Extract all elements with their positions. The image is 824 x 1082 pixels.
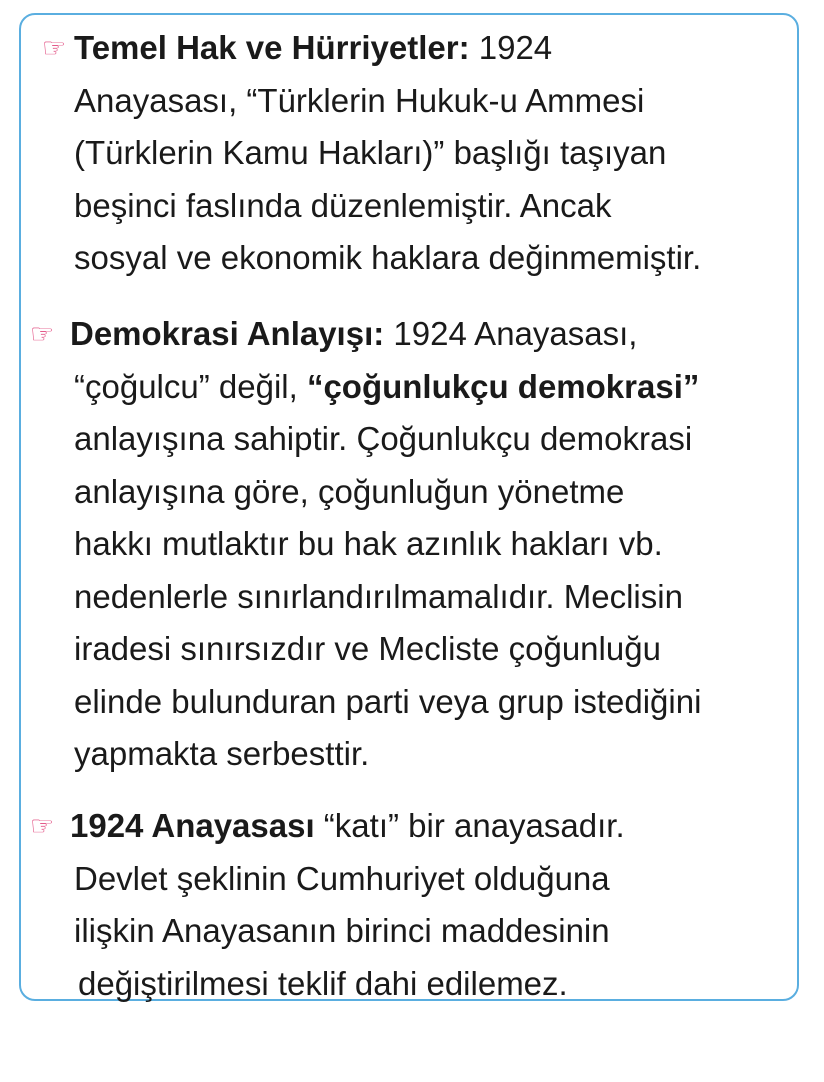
section-heading: Demokrasi Anlayışı: xyxy=(70,315,385,352)
line: anlayışına sahiptir. Çoğunlukçu demokrasi xyxy=(74,420,693,457)
line xyxy=(30,308,805,361)
pointing-hand-icon: ☞ xyxy=(30,811,55,841)
line: değiştirilmesi teklif dahi edilemez. xyxy=(78,964,568,1002)
line-text: “çoğulcu” değil, xyxy=(74,367,307,405)
line xyxy=(30,800,805,853)
line-text: 1924 Anayasası, xyxy=(384,315,638,352)
line: (Türklerin Kamu Hakları)” başlığı taşıyan xyxy=(74,134,667,171)
pointing-hand-icon: ☞ xyxy=(30,319,55,349)
emphasis-text: “çoğunlukçu demokrasi” xyxy=(306,367,700,405)
line: yapmakta serbesttir. xyxy=(74,735,370,772)
section-heading: Temel Hak ve Hürriyetler: xyxy=(74,29,470,66)
section-kati-anayasa xyxy=(30,800,805,1010)
line: anlayışına göre, çoğunluğun yönetme xyxy=(74,472,625,510)
line: elinde bulunduran parti veya grup istediğini xyxy=(74,682,702,720)
section-temel-hak xyxy=(30,22,805,285)
line xyxy=(30,22,805,75)
line: iradesi sınırsızdır ve Mecliste çoğunluğu xyxy=(74,630,661,667)
section-heading: 1924 Anayasası xyxy=(70,807,315,844)
line: nedenlerle sınırlandırılmamalıdır. Meclisin xyxy=(74,577,683,615)
section-demokrasi xyxy=(30,308,805,781)
line: Devlet şeklinin Cumhuriyet olduğuna xyxy=(74,859,610,897)
line: ilişkin Anayasanın birinci maddesinin xyxy=(74,912,610,949)
line: hakkı mutlaktır bu hak azınlık hakları vb. xyxy=(74,525,663,562)
line: Anayasası, “Türklerin Hukuk-u Ammesi xyxy=(74,81,645,119)
pointing-hand-icon: ☞ xyxy=(42,33,67,63)
line: sosyal ve ekonomik haklara değinmemiştir. xyxy=(74,239,702,276)
line-text: “katı” bir anayasadır. xyxy=(314,807,625,844)
line: beşinci faslında düzenlemiştir. Ancak xyxy=(74,186,612,224)
line-text: 1924 xyxy=(469,29,553,66)
line xyxy=(30,361,805,414)
